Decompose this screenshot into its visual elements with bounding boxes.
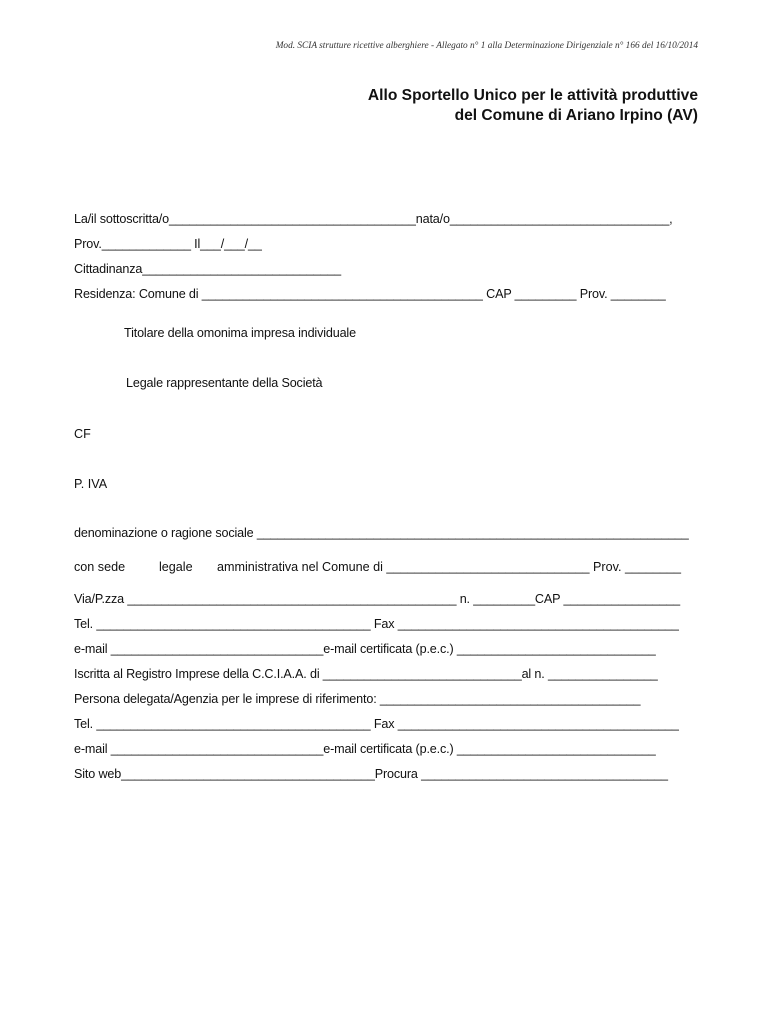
- line-email-pec[interactable]: e-mail _______________________________e-mail certificata (p.e.c.) _____________________________: [74, 642, 656, 656]
- label-piva[interactable]: P. IVA: [74, 477, 108, 491]
- line-cittadinanza[interactable]: Cittadinanza_____________________________: [74, 262, 341, 276]
- line-via[interactable]: Via/P.zza ________________________________________________ n. _________CAP _________________: [74, 592, 681, 606]
- line-sottoscritto[interactable]: La/il sottoscritta/o____________________________________nata/o________________________________,: [74, 212, 673, 226]
- addressee-block: [368, 86, 698, 126]
- line-denominazione[interactable]: denominazione o ragione sociale _______________________________________________________________: [74, 526, 689, 540]
- addressee-line-2: del Comune di Ariano Irpino (AV): [454, 107, 698, 124]
- line-email-pec-2[interactable]: e-mail _______________________________e-mail certificata (p.e.c.) _____________________________: [74, 742, 656, 756]
- sede-legale-option[interactable]: legale: [159, 560, 193, 574]
- line-residenza[interactable]: Residenza: Comune di _________________________________________ CAP _________ Prov. ________: [74, 287, 666, 301]
- addressee-line-1: Allo Sportello Unico per le attività produttive: [367, 87, 698, 104]
- line-tel-fax-2[interactable]: Tel. ________________________________________ Fax _________________________________________: [74, 717, 679, 731]
- option-legale-rappresentante[interactable]: Legale rappresentante della Società: [126, 376, 323, 390]
- line-tel-fax[interactable]: Tel. ________________________________________ Fax _________________________________________: [74, 617, 679, 631]
- sede-con-label: con sede: [74, 560, 126, 574]
- header-note: Mod. SCIA strutture ricettive alberghiere - Allegato n° 1 alla Determinazione Dirigenziale n° 166 del 16/10/2014: [275, 41, 698, 51]
- label-cf[interactable]: CF: [74, 427, 91, 441]
- line-prov-nascita[interactable]: Prov._____________ Il___/___/__: [74, 237, 262, 251]
- sede-amministrativa-text[interactable]: amministrativa nel Comune di _____________________________ Prov. ________: [217, 560, 681, 574]
- line-sito-procura[interactable]: Sito web_____________________________________Procura ____________________________________: [74, 767, 668, 781]
- line-registro-imprese[interactable]: Iscritta al Registro Imprese della C.C.I.A.A. di _____________________________al n. ________________: [74, 667, 658, 681]
- line-persona-delegata[interactable]: Persona delegata/Agenzia per le imprese di riferimento: ______________________________________: [74, 692, 641, 706]
- option-titolare[interactable]: Titolare della omonima impresa individuale: [124, 326, 356, 340]
